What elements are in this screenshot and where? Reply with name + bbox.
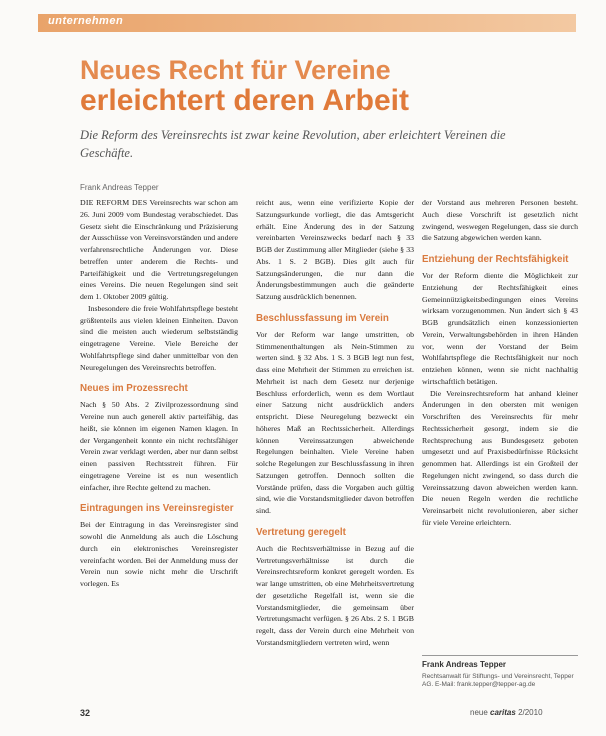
author-bio-role: Rechtsanwalt für Stiftungs- und Vereinsrecht, Tepper AG. E-Mail: frank.tepper@tepper-ag.de	[422, 673, 574, 688]
paragraph: Die Vereinsrechtsreform hat anhand kleiner Änderungen in den obersten mit wenigen Vorschriften des Vereinsrechts für mehr Rechtssicherheit gesorgt, indem sie die Rechtsprechung aus Bundesgesetz geboten umgesetzt und auf Praxisbedürfnisse Rücksicht genommen hat. Allerdings ist ein Großteil der Regelungen nicht zwingend, so dass durch die Vereinssatzung davon abweichen werden kann. Die neuen Regeln werden die rechtliche Vereinsarbeit nicht revolutionieren, aber sicher für viele Vereine erleichtern.	[422, 388, 578, 527]
paragraph: reicht aus, wenn eine verifizierte Kopie der Satzungsurkunde vorliegt, die das Amtsgericht erhält. Eine Änderung des in der Satzung vereinbarten Vereinszwecks bedarf nach § 33 BGB der Zustimmung aller Mitglieder (siehe § 33 Abs. 1 S. 2 BGB). Dies gilt auch für Satzungsänderungen, die nur dann die Änderungsbestimmungen auch die geänderte Satzung ausdrücklich benennen.	[256, 198, 414, 301]
paragraph-lead-in: DIE REFORM DES	[80, 198, 148, 207]
headline-line-1: Neues Recht für Vereine	[80, 55, 391, 85]
paragraph: Bei der Eintragung in das Vereinsregister sind sowohl die Anmeldung als auch die Löschung durch ein elektronisches Vereinsregister vereinfacht worden. Bei der Anmeldung muss der Verein nun sowie nicht mehr die Urschrift vorlegen. Es	[80, 520, 238, 588]
headline-line-2: erleichtert deren Arbeit	[80, 84, 409, 117]
magazine-footer	[470, 708, 543, 717]
author-bio-divider	[422, 655, 578, 656]
magazine-issue: 2/2010	[518, 708, 543, 717]
article-column-1	[80, 197, 238, 590]
subheading: Neues im Prozessrecht	[80, 383, 188, 395]
subheading: Beschlussfassung im Verein	[256, 312, 389, 324]
article-column-3	[422, 197, 578, 529]
paragraph-text: Vereinsrechts war schon am 26. Juni 2009 vom Bundestag verabschiedet. Das Gesetz sieht die Einschränkung und Präzisierung der Ausschüsse von Vereinsvorständen und andere verfahrensrechtliche Änderungen vor. Diese betreffen unter anderem die Rechts- und Parteifähigkeit und die Vertretungsregelungen eines Vereins. Die neuen Regelungen sind seit dem 1. Oktober 2009 gültig.	[80, 198, 238, 301]
subheading: Vertretung geregelt	[256, 526, 346, 538]
author-bio-name: Frank Andreas Tepper	[422, 660, 507, 669]
page-number: 32	[80, 708, 91, 718]
paragraph: der Vorstand aus mehreren Personen besteht. Auch diese Vorschrift ist gesetzlich nicht zwingend, weswegen Regelungen, dass sie durch die Satzung abgewichen werden kann.	[422, 198, 578, 243]
author-byline: Frank Andreas Tepper	[80, 183, 159, 192]
paragraph: Vor der Reform diente die Möglichkeit zur Entziehung der Rechtsfähigkeit eines Gemeinnützigkeitsbedingungen eines Vereins wirksam vorzugenommen. Nun ändert sich § 43 BGB grundsätzlich einen konzessionierten Verein, Verwaltungsbehörden in ihren Händen vor, wenn der Vorstand der Beim Wohlfahrtspflege die Rechtsfähigkeit nur noch entziehen können, wenn sie nicht nachhaltig wirtschaftlich betätigen.	[422, 271, 578, 386]
subheading: Eintragungen ins Vereinsregister	[80, 503, 234, 515]
paragraph	[80, 197, 238, 303]
article-column-2	[256, 197, 414, 649]
lead-paragraph: Die Reform des Vereinsrechts ist zwar keine Revolution, aber erleichtert Vereinen die Geschäfte.	[80, 128, 506, 160]
paragraph: Insbesondere die freie Wohlfahrtspflege besteht größtenteils aus vielen kleinen Einheiten. Davon sind die meisten auch wiederum selbstständig eingetragene Vereine. Viele Bereiche der Wohlfahrtspflege sind daher unmittelbar von den Neuregelungen des Vereinsrechts betroffen.	[80, 303, 238, 372]
paragraph: Nach § 50 Abs. 2 Zivilprozessordnung sind Vereine nun auch generell aktiv parteifähig, das heißt, sie können im eigenen Namen klagen. In der Vergangenheit konnte ein nicht rechtsfähiger Verein zwar verklagt werden, aber nur dann selbst einen passiven Rechtsstreit führen. Für eingetragene Vereine ist es nun wesentlich einfacher, ihre Rechte geltend zu machen.	[80, 400, 238, 492]
magazine-name: caritas	[490, 708, 516, 717]
paragraph: Vor der Reform war lange umstritten, ob Stimmenenthaltungen als Nein-Stimmen zu werten sind. § 32 Abs. 1 S. 3 BGB legt nun fest, dass eine Mehrheit der Stimmen zu erreichen ist. Mehrheit ist nach dem Gesetz nur derjenige Beschluss erforderlich, wenn es dem Wortlaut einer Satzung nicht ausdrücklich anders entspricht. Diese Neuregelung bezweckt ein höheres Maß an Rechtssicherheit. Allerdings können Vereinssatzungen abweichende Regelungen beinhalten. Viele Vereine haben solche Regelungen zur Beschlussfassung in ihren Satzungen getroffen. Dennoch sollten die Vorstände prüfen, dass die Vorgaben auch gültig sind, wie die Vorstandsmitglieder davon betroffen sind.	[256, 329, 414, 515]
subheading: Entziehung der Rechtsfähigkeit	[422, 254, 569, 265]
section-label: unternehmen	[48, 15, 124, 27]
magazine-prefix: neue	[470, 708, 488, 717]
paragraph: Auch die Rechtsverhältnisse in Bezug auf die Vertretungsverhältnisse ist durch die Vereinsrechtsreform konkret geregelt worden. Es war lange umstritten, ob eine Mehrheitsvertretung der gesetzliche Regelfall ist, wenn sie die Vorstandsmitglieder, die gemeinsam über Vertretungsmacht verfügen. § 26 Abs. 2 S. 1 BGB regelt, dass der Verein durch eine Mehrheit von Vorstandsmitgliedern vertreten wird, wenn	[256, 543, 414, 647]
